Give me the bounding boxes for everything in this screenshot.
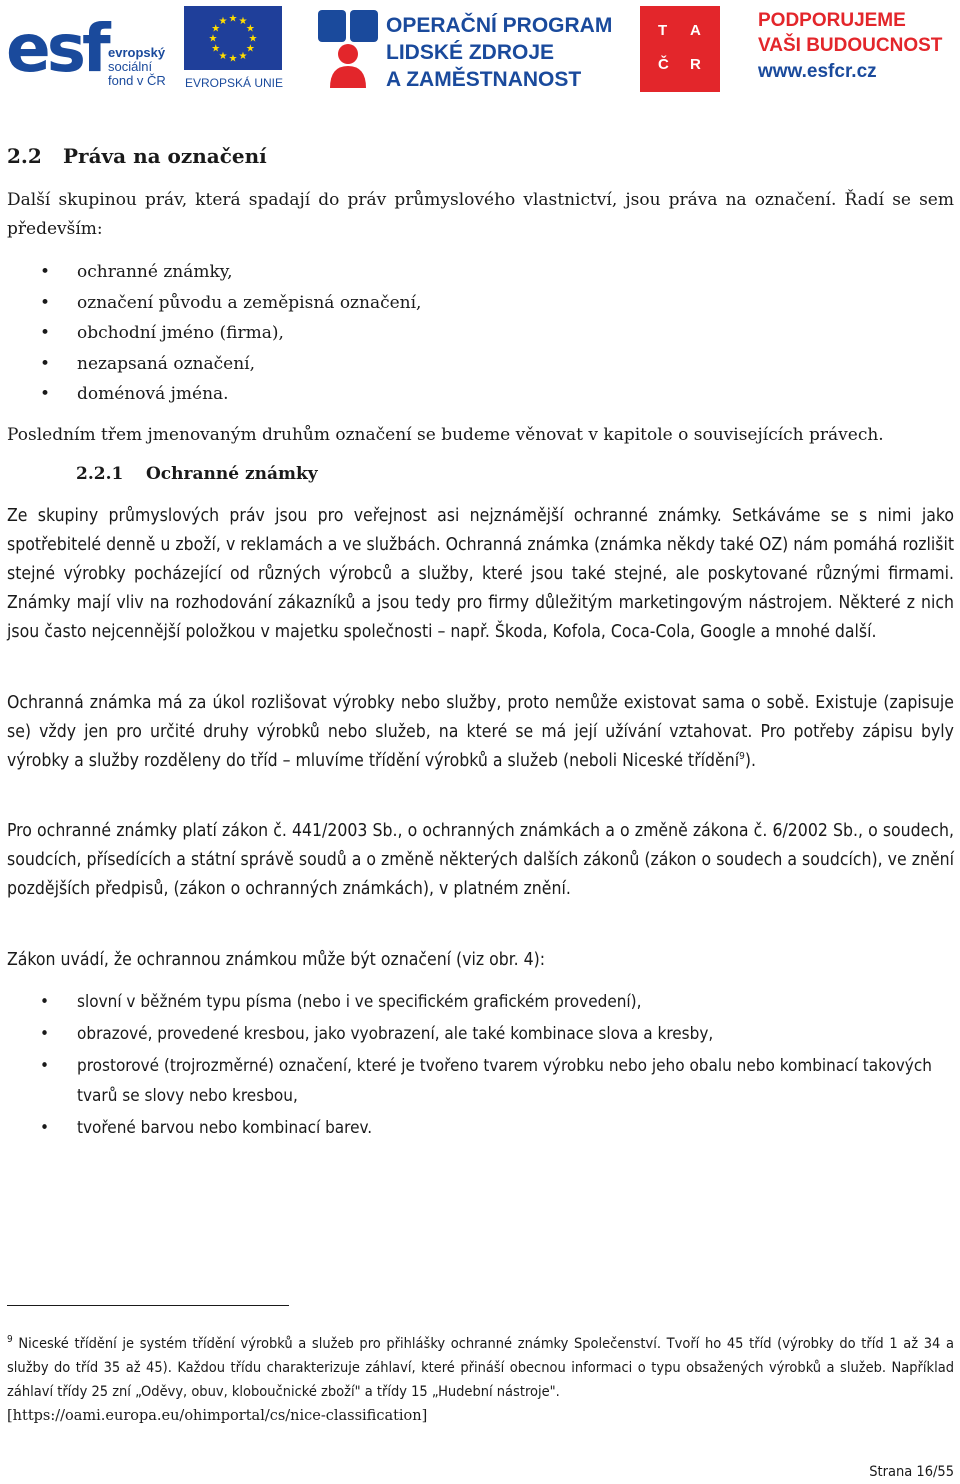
eu-star: ★ [228, 13, 238, 25]
subsection-title: Ochranné známky [146, 464, 318, 484]
esf-logo-text [108, 46, 166, 88]
eu-star: ★ [218, 50, 228, 62]
subsection-paragraph-3: Pro ochranné známky platí zákon č. 441/2003 Sb., o ochranných známkách a o změně zákona č. 6/2002 Sb., o soudech, soudcích, přísedících a státní správě soudů a o změně některých dalších zákonů (zákon o soudech a soudcích), ve znění pozdějších předpisů, (zákon o ochranných známkách), v platném znění. [7, 821, 954, 899]
esf-logo [6, 6, 176, 92]
subsection-heading [76, 464, 318, 484]
tacr-letter-t: T [658, 22, 668, 39]
footnote-text: Niceské třídění je systém třídění výrobků a služeb pro přihlášky ochranné známky Společenství. Tvoří ho 45 tříd (výrobky do tříd 1 až 34 a služby do tříd 35 až 45). Každou třídu charakterizuje záhlaví, které přináší obecnou informaci o typu obsažených výrobků a služeb. Například záhlaví třídy 25 zní „Oděvy, obuv, kloboučnické zboží" a třídy 15 „Hudební nástroje". [7, 1336, 954, 1400]
section-number: 2.2 [7, 144, 42, 168]
section-intro: Další skupinou práv, která spadají do práv průmyslového vlastnictví, jsou práva na označení. Řadí se sem především: [7, 190, 954, 239]
eu-flag-icon [184, 6, 282, 70]
section-heading [7, 144, 267, 168]
esf-line2: sociální [108, 59, 153, 74]
subsection-paragraph-2 [7, 689, 954, 776]
podp-line3: www.esfcr.cz [758, 61, 877, 82]
op-line1: OPERAČNÍ PROGRAM [386, 14, 613, 37]
list-item: • doménová jména. [0, 379, 954, 410]
eu-logo [182, 6, 286, 92]
esf-logo-letters: esf [6, 10, 107, 87]
tacr-letter-a: A [690, 22, 701, 39]
section-closing: Posledním třem jmenovaným druhům označení se budeme věnovat v kapitole o souvisejících právech. [7, 425, 884, 445]
list-item: • obrazové, provedené kresbou, jako vyobrazení, ale také kombinace slova a kresby, [0, 1019, 954, 1049]
eu-star: ★ [238, 50, 248, 62]
podp-line1: PODPORUJEME [758, 10, 906, 31]
esf-line1: evropský [108, 45, 166, 60]
op-lzz-text [386, 12, 612, 93]
subsection-paragraph-4: Zákon uvádí, že ochrannou známkou může být označení (viz obr. 4): [7, 950, 546, 970]
podporujeme-logo [758, 8, 958, 92]
subsection-paragraph-1: Ze skupiny průmyslových práv jsou pro veřejnost asi nejznámější ochranné známky. Setkáváme se s nimi jako spotřebitelé denně u zboží, v reklamách a ve službách. Ochranná známka (známka někdy také OZ) nám pomáhá rozlišit stejné výrobky pocházející od různých výrobců a služby, které jsou také stejné, ale poskytované různými firmami. Známky mají vliv na rozhodování zákazníků a jsou tedy pro firmy důležitým marketingovým nástrojem. Některé z nich jsou často nejcennější položkou v majetku společnosti – např. Škoda, Kofola, Coca-Cola, Google a mnohé další. [7, 506, 954, 642]
footnote [7, 1332, 954, 1428]
p2-text: Ochranná známka má za úkol rozlišovat výrobky nebo služby, proto nemůže existovat sama o sobě. Existuje (zapisuje se) vždy jen pro určité druhy výrobků nebo služeb, na které se má její užívání vztahovat. Pro potřeby zápisu byly výrobky a služby rozděleny do tříd – mluvíme třídění výrobků a služeb (neboli Niceské třídění [7, 693, 954, 771]
eu-star: ★ [248, 33, 258, 45]
section-title: Práva na označení [63, 144, 267, 168]
list-item: • označení původu a zeměpisná označení, [0, 288, 954, 319]
op-line2: LIDSKÉ ZDROJE [386, 41, 555, 64]
op-lzz-logo [316, 8, 616, 92]
footnote-mark: 9 [7, 1334, 13, 1346]
list-item: • prostorové (trojrozměrné) označení, které je tvořeno tvarem výrobku nebo jeho obalu nebo kombinací takových tvarů se slovy nebo kresbou, [0, 1051, 954, 1111]
list-item: • slovní v běžném typu písma (nebo i ve specifickém grafickém provedení), [0, 987, 954, 1017]
eu-star: ★ [245, 43, 255, 55]
subsection-number: 2.2.1 [76, 464, 124, 484]
subsection-list [0, 987, 960, 1143]
eu-star: ★ [245, 23, 255, 35]
section-list [0, 257, 960, 410]
tacr-logo [640, 6, 720, 92]
podp-line2: VAŠI BUDOUCNOST [758, 35, 943, 56]
list-item: • ochranné známky, [0, 257, 954, 288]
eu-star: ★ [211, 43, 221, 55]
logo-header [0, 0, 960, 100]
eu-star: ★ [228, 53, 238, 65]
footnote-source-link[interactable]: [https://oami.europa.eu/ohimportal/cs/nice-classification] [7, 1408, 428, 1424]
eu-label: EVROPSKÁ UNIE [184, 76, 284, 90]
op-line3: A ZAMĚSTNANOST [386, 68, 582, 91]
tacr-letter-r: R [690, 56, 701, 73]
p2-end: ). [744, 751, 756, 771]
puzzle-person-icon [316, 8, 382, 90]
footnote-divider [7, 1305, 289, 1306]
eu-star: ★ [218, 16, 228, 28]
tacr-letter-c: Č [658, 56, 669, 73]
footnote-ref[interactable]: 9 [739, 751, 745, 763]
list-item: • obchodní jméno (firma), [0, 318, 954, 349]
list-item: • tvořené barvou nebo kombinací barev. [0, 1113, 954, 1143]
page-number: Strana 16/55 [869, 1464, 954, 1480]
eu-star: ★ [238, 16, 248, 28]
eu-star: ★ [208, 33, 218, 45]
list-item: • nezapsaná označení, [0, 349, 954, 380]
esf-line3: fond v ČR [108, 73, 166, 88]
eu-star: ★ [211, 23, 221, 35]
